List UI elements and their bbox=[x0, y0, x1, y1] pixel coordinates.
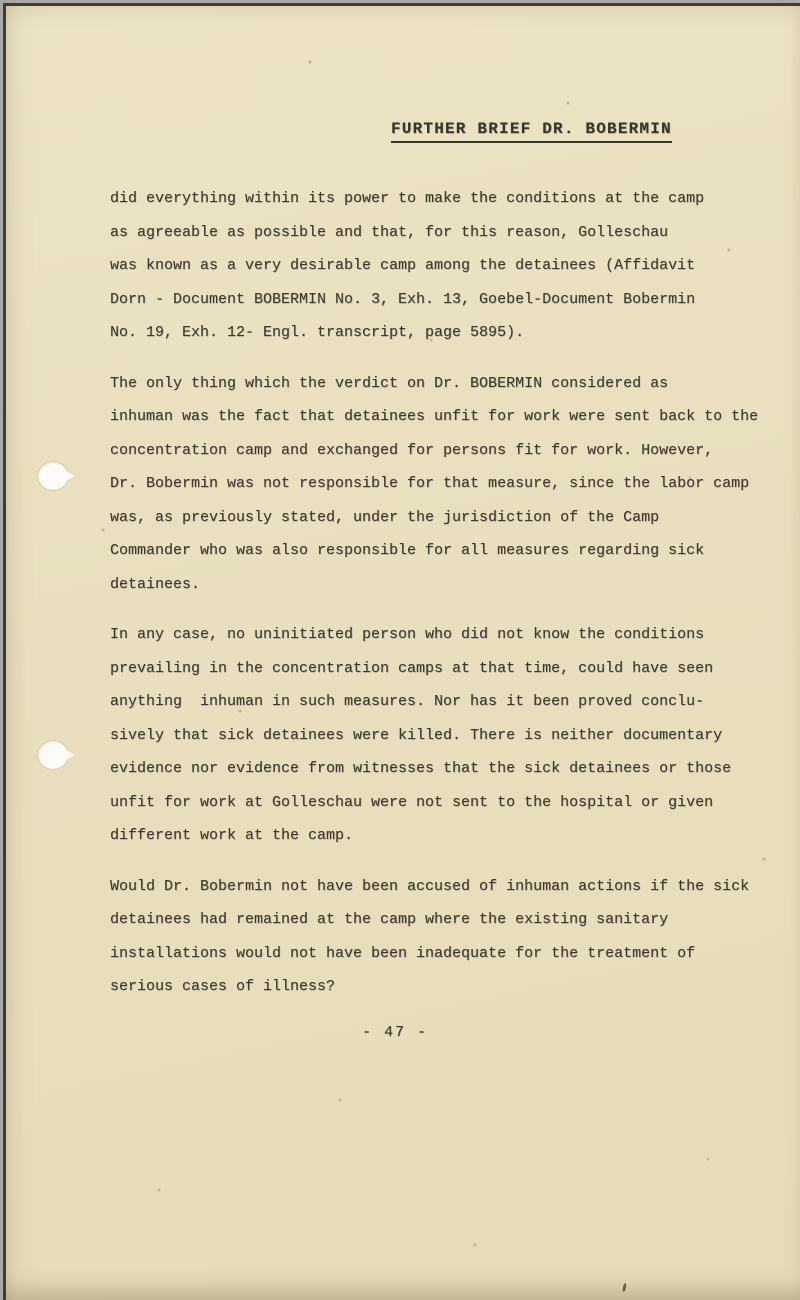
document-body bbox=[110, 182, 780, 1021]
punch-hole-top bbox=[38, 462, 68, 490]
text-line: The only thing which the verdict on Dr. BOBERMIN considered as bbox=[110, 374, 669, 392]
text-line: Dorn - Document BOBERMIN No. 3, Exh. 13, Goebel-Document Bobermin bbox=[110, 290, 696, 308]
text-line: did everything within its power to make the conditions at the camp bbox=[110, 190, 705, 207]
document-title: FURTHER BRIEF DR. BOBERMIN bbox=[391, 120, 672, 143]
paragraph bbox=[110, 870, 780, 1004]
text-line: inhuman was the fact that detainees unfit for work were sent back to the bbox=[110, 408, 759, 425]
document-page bbox=[3, 3, 800, 1300]
paragraph bbox=[110, 182, 780, 350]
text-line: In any case, no uninitiated person who did not know the conditions bbox=[110, 626, 705, 643]
text-line: Dr. Bobermin was not responsible for that measure, since the labor camp bbox=[110, 475, 750, 492]
text-line: Commander who was also responsible for all measures regarding sick bbox=[110, 542, 705, 559]
punch-hole-bottom bbox=[38, 741, 68, 769]
paragraph bbox=[110, 618, 780, 853]
text-line: sively that sick detainees were killed. There is neither documentary bbox=[110, 726, 723, 744]
text-line: detainees had remained at the camp where the existing sanitary bbox=[110, 911, 669, 928]
text-line: unfit for work at Golleschau were not sent to the hospital or given bbox=[110, 793, 714, 811]
text-line: was known as a very desirable camp among the detainees (Affidavit bbox=[110, 257, 696, 274]
text-line: Would Dr. Bobermin not have been accused of inhuman actions if the sick bbox=[110, 877, 750, 895]
text-line: detainees. bbox=[110, 575, 201, 593]
text-line: installations would not have been inadequate for the treatment of bbox=[110, 944, 696, 962]
text-line: serious cases of illness? bbox=[110, 978, 336, 995]
text-line: prevailing in the concentration camps at that time, could have seen bbox=[110, 659, 714, 677]
text-line: was, as previously stated, under the jurisdiction of the Camp bbox=[110, 508, 660, 526]
text-line: anything inhuman in such measures. Nor has it been proved conclu- bbox=[110, 693, 705, 710]
text-line: evidence nor evidence from witnesses that the sick detainees or those bbox=[110, 760, 732, 777]
page-number: - 47 - bbox=[362, 1024, 429, 1041]
text-line: No. 19, Exh. 12- Engl. transcript, page 5895). bbox=[110, 324, 525, 341]
text-line: as agreeable as possible and that, for this reason, Golleschau bbox=[110, 223, 669, 241]
paragraph bbox=[110, 367, 780, 602]
text-line: different work at the camp. bbox=[110, 827, 354, 844]
paper-speckles bbox=[6, 6, 8, 8]
text-line: concentration camp and exchanged for persons fit for work. However, bbox=[110, 441, 714, 459]
ink-speck bbox=[622, 1283, 627, 1292]
